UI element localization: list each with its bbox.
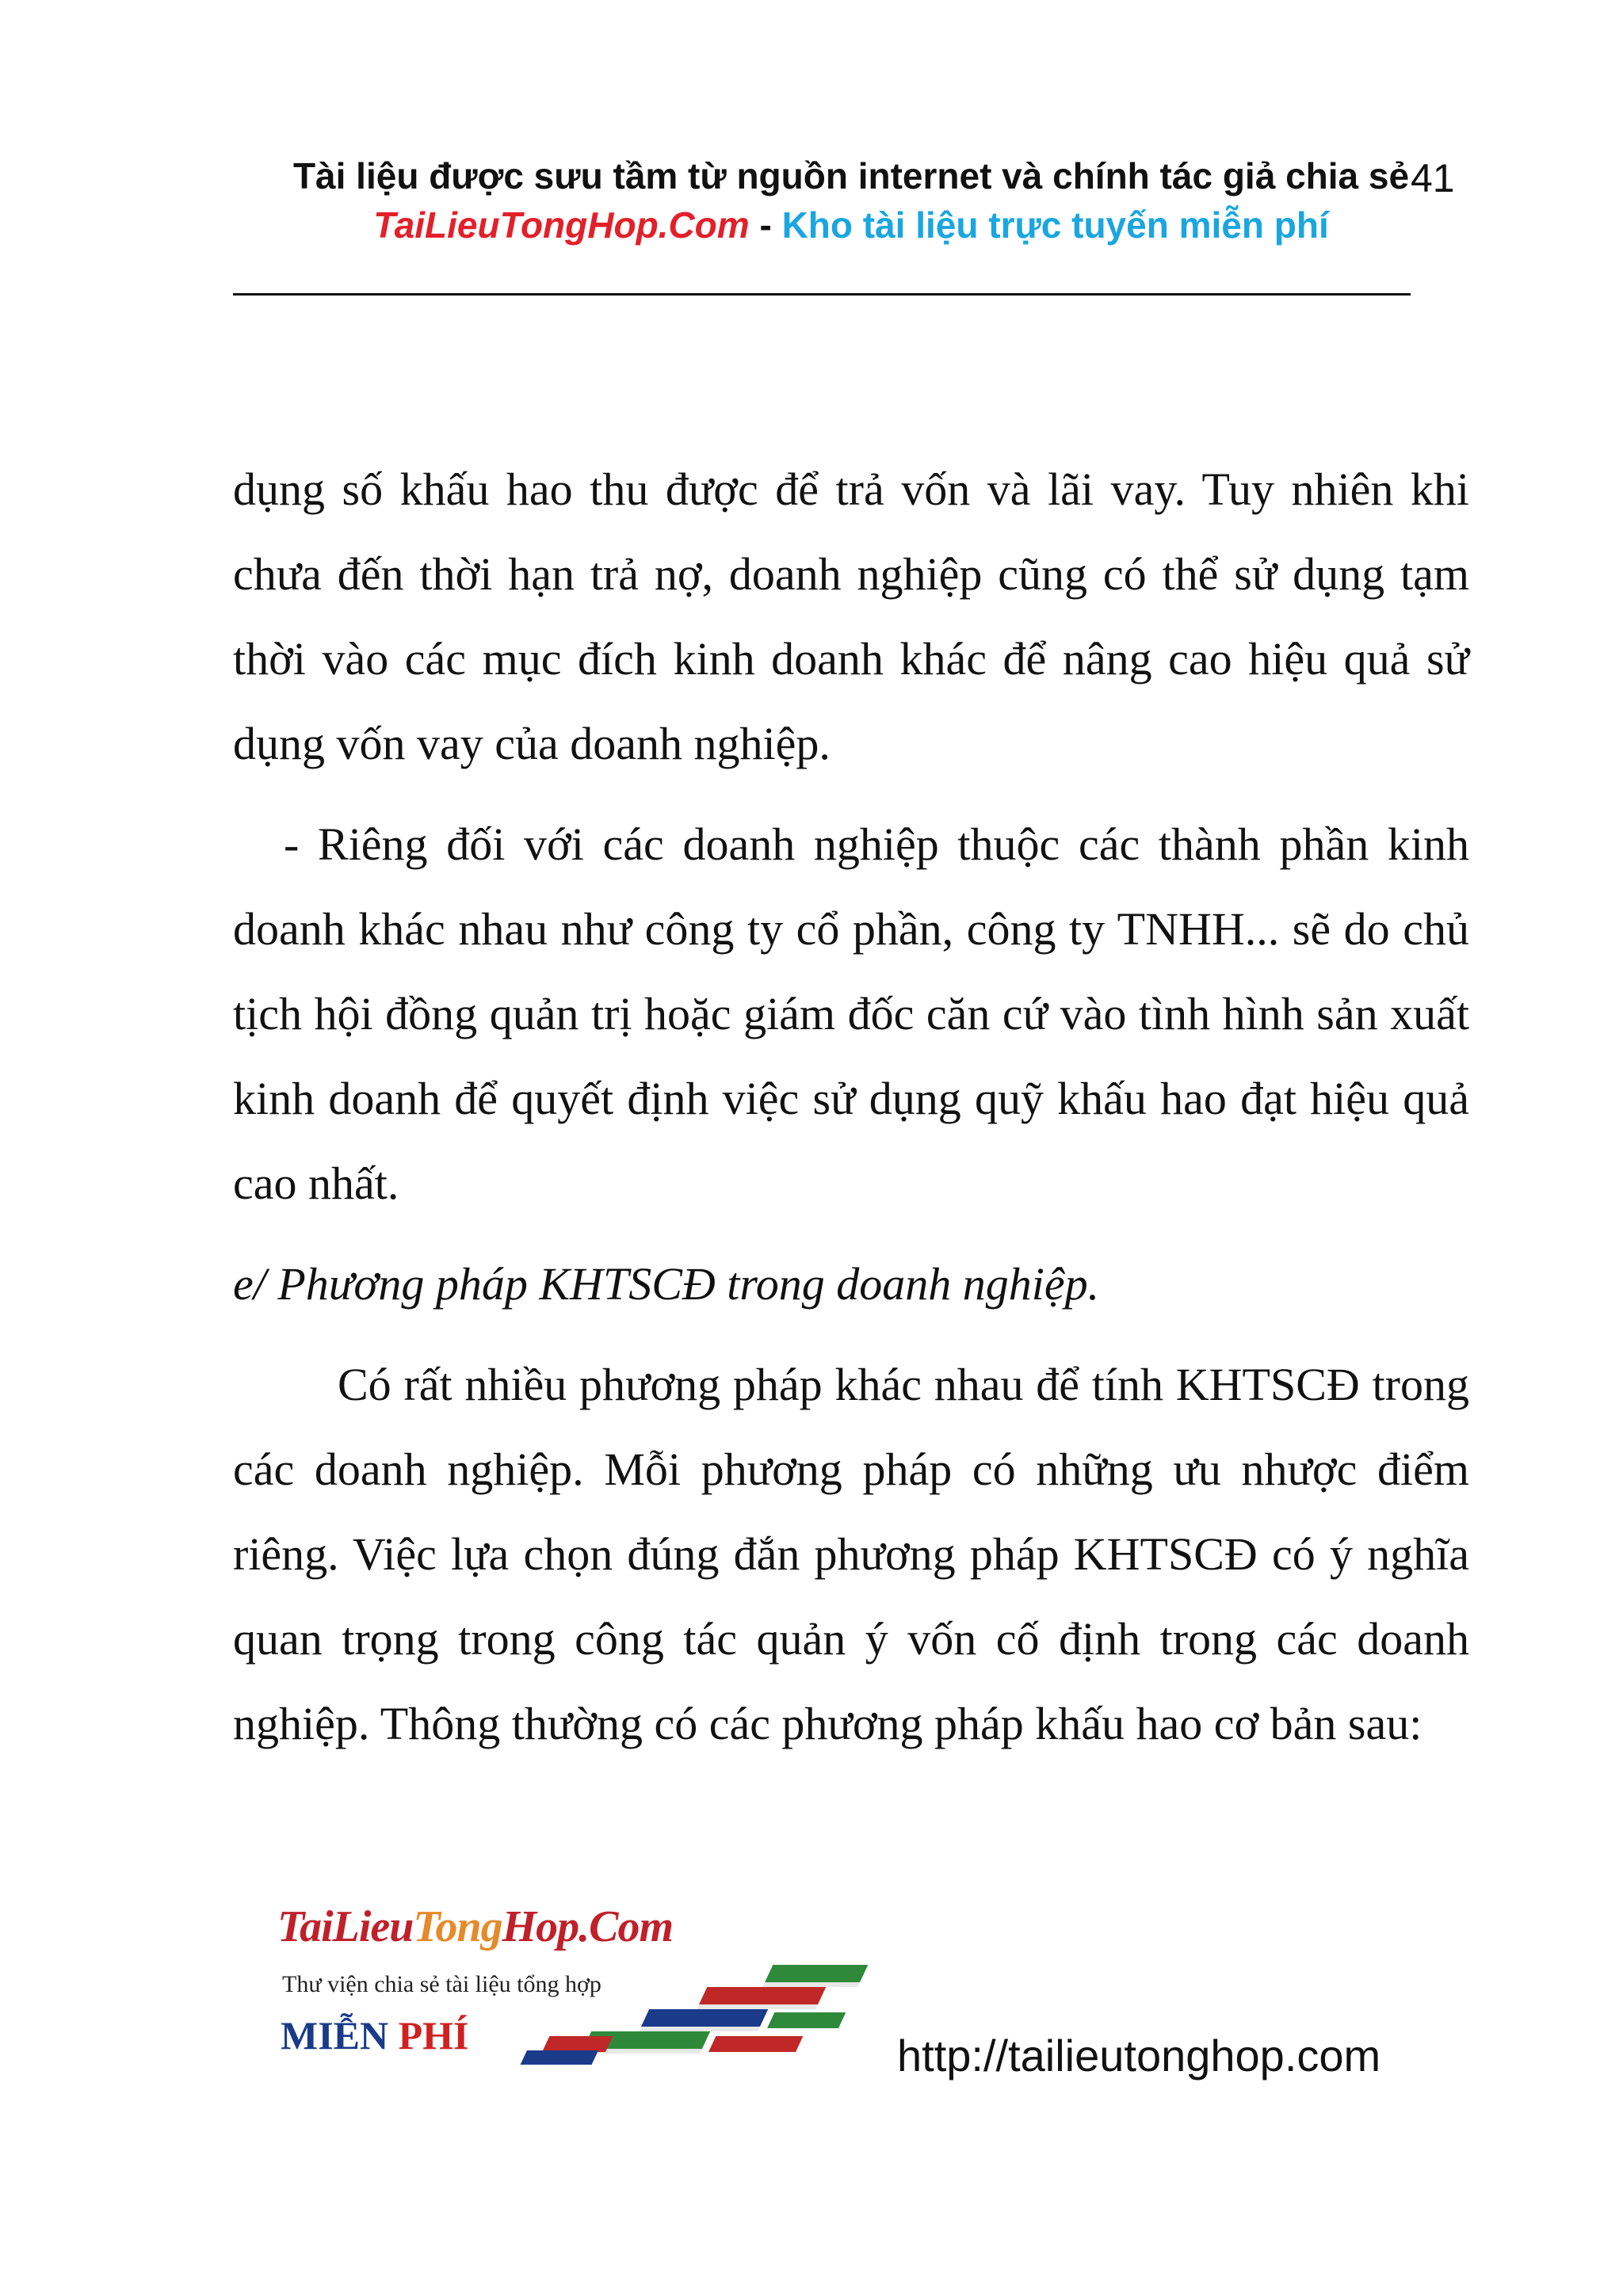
logo-title-part-3: Hop.Com <box>502 1902 674 1951</box>
footer-url-link[interactable]: http://tailieutonghop.com <box>897 2031 1381 2081</box>
body-paragraph-3: Có rất nhiều phương pháp khác nhau để tính KHTSCĐ trong các doanh nghiệp. Mỗi phương pháp có những ưu nhược điểm riêng. Việc lựa chọn đúng đắn phương pháp KHTSCĐ có ý nghĩa quan trọng trong công tác quản ý vốn cố định trong các doanh nghiệp. Thông thường có các phương pháp khấu hao cơ bản sau: <box>233 1359 1469 1749</box>
page-header <box>233 152 1469 250</box>
header-divider <box>233 293 1411 296</box>
body-content <box>233 447 1469 1766</box>
logo-free-part-2: PHÍ <box>398 2013 469 2058</box>
body-paragraph-2: - Riêng đối với các doanh nghiệp thuộc các thành phần kinh doanh khác nhau như công ty cổ phần, công ty TNHH... sẽ do chủ tịch hội đồng quản trị hoặc giám đốc căn cứ vào tình hình sản xuất kinh doanh để quyết định việc sử dụng quỹ khấu hao đạt hiệu quả cao nhất. <box>233 818 1469 1209</box>
header-tagline: Kho tài liệu trực tuyến miễn phí <box>781 204 1329 246</box>
header-site-name[interactable]: TaiLieuTongHop.Com <box>373 204 750 246</box>
footer-logo[interactable] <box>277 1901 888 2068</box>
logo-subtitle: Thư viện chia sẻ tài liệu tổng hợp <box>282 1971 601 1997</box>
logo-title-part-2: Tong <box>413 1902 502 1951</box>
section-heading: e/ Phương pháp KHTSCĐ trong doanh nghiệp. <box>233 1258 1100 1310</box>
header-separator: - <box>749 204 782 246</box>
logo-free-label <box>281 2012 469 2058</box>
books-stack-icon <box>515 1957 888 2068</box>
body-paragraph-1: dụng số khấu hao thu được để trả vốn và lãi vay. Tuy nhiên khi chưa đến thời hạn trả nợ, doanh nghiệp cũng có thể sử dụng tạm thời vào các mục đích kinh doanh khác để nâng cao hiệu quả sử dụng vốn vay của doanh nghiệp. <box>233 463 1469 769</box>
header-site-line <box>233 200 1469 250</box>
page-number: 41 <box>1411 156 1455 200</box>
logo-free-part-1: MIỄN <box>281 2013 399 2058</box>
header-source-note: Tài liệu được sưu tầm từ nguồn internet và chính tác giả chia sẻ <box>292 155 1410 196</box>
logo-title-part-1: TaiLieu <box>277 1902 414 1951</box>
logo-title <box>277 1901 673 1952</box>
